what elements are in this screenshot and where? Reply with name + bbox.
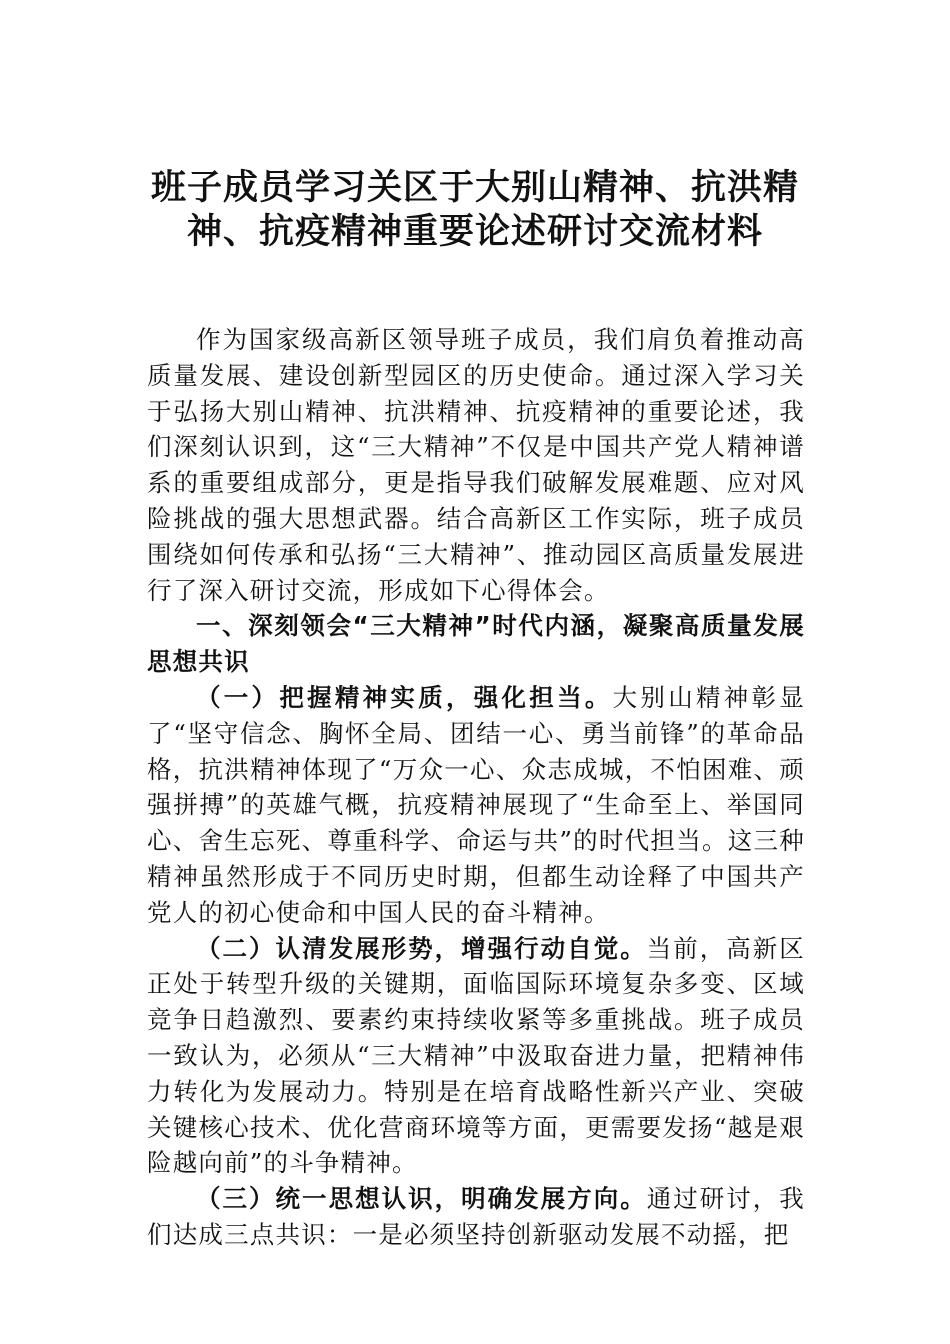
paragraph-2 xyxy=(147,931,805,1182)
intro-paragraph: 作为国家级高新区领导班子成员，我们肩负着推动高质量发展、建设创新型园区的历史使命。通过深入学习关于弘扬大别山精神、抗洪精神、抗疫精神的重要论述，我们深刻认识到，这“三大精神”不仅是中国共产党人精神谱系的重要组成部分，更是指导我们破解发展难题、应对风险挑战的强大思想武器。结合高新区工作实际，班子成员围绕如何传承和弘扬“三大精神”、推动园区高质量发展进行了深入研讨交流，形成如下心得体会。 xyxy=(147,325,805,605)
paragraph-2-text: 当前，高新区正处于转型升级的关键期，面临国际环境复杂多变、区域竞争日趋激烈、要素约束持续收紧等多重挑战。班子成员一致认为，必须从“三大精神”中汲取奋进力量，把精神伟力转化为发展动力。特别是在培育战略性新兴产业、突破关键核心技术、优化营商环境等方面，更需要发扬“越是艰险越向前”的斗争精神。 xyxy=(147,933,805,1178)
document-title-line-2: 神、抗疫精神重要论述研讨交流材料 xyxy=(186,211,763,252)
paragraph-1-text: 大别山精神彰显了“坚守信念、胸怀全局、团结一心、勇当前锋”的革命品格，抗洪精神体现了“万众一心、众志成城，不怕困难、顽强拼搏”的英雄气概，抗疫精神展现了“生命至上、举国同心、舍生忘死、尊重科学、命运与共”的时代担当。这三种精神虽然形成于不同历史时期，但都生动诠释了中国共产党人的初心使命和中国人民的奋斗精神。 xyxy=(147,682,805,927)
document-title-line-1: 班子成员学习关区于大别山精神、抗洪精 xyxy=(150,167,799,208)
paragraph-1-lead: （一）把握精神实质，强化担当。 xyxy=(196,682,613,712)
paragraph-2-lead: （二）认清发展形势，增强行动自觉。 xyxy=(196,933,647,963)
document-body xyxy=(147,322,805,1253)
paragraph-3-lead: （三）统一思想认识，明确发展方向。 xyxy=(196,1184,647,1214)
paragraph-3 xyxy=(147,1181,805,1253)
section-heading-1: 一、深刻领会“三大精神”时代内涵，凝聚高质量发展思想共识 xyxy=(147,611,805,677)
paragraph-3-text: 通过研讨，我们达成三点共识：一是必须坚持创新驱动发展不动摇，把 xyxy=(147,1184,805,1249)
paragraph-1 xyxy=(147,680,805,931)
